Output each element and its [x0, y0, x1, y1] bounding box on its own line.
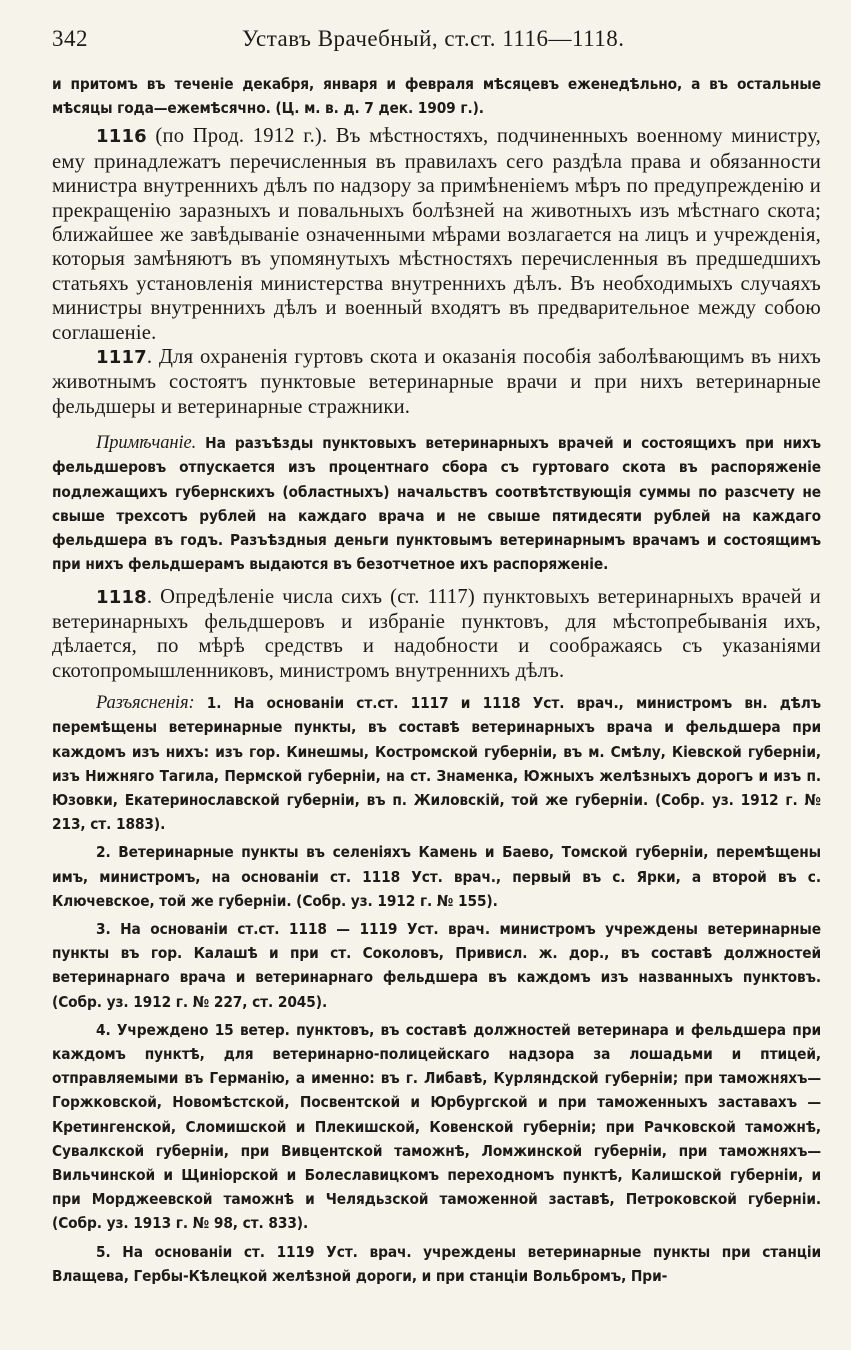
article-number: 1116 [96, 126, 147, 148]
running-title: Уставъ Врачебный, ст.ст. 1116—1118. [242, 26, 625, 51]
page-number: 342 [52, 26, 88, 51]
note-label: Примѣчаніе. [96, 433, 197, 454]
continuation-paragraph: и притомъ въ теченіе декабря, января и февраля мѣсяцевъ еженедѣльно, а въ остальные мѣсяцы года—ежемѣсячно. (Ц. м. в. д. 7 дек. 1909 г.). [52, 75, 821, 118]
page-header [52, 26, 821, 72]
explanation-3: 3. На основаніи ст.ст. 1118 — 1119 Уст. врач. министромъ учреждены ветеринарные пункты въ гор. Калашѣ и при ст. Соколовъ, Привисл. ж. дор., въ составѣ должностей ветеринарнаго врача и ветеринарнаго фельдшера въ каждомъ изъ названныхъ пунктовъ. (Собр. уз. 1912 г. № 227, ст. 2045). [52, 919, 821, 1011]
article-1118: 1118. Опредѣленіе числа сихъ (ст. 1117) пунктовыхъ ветеринарныхъ врачей и ветеринарныхъ фельдшеровъ и избраніе пунктовъ, для мѣстопребыванія ихъ, дѣлается, по мѣрѣ средствъ и надобности и соображаясь съ указаніями скотопромышленниковъ, министромъ внутреннихъ дѣлъ. [52, 585, 821, 682]
note-paragraph: Примѣчаніе. На разъѣзды пунктовыхъ ветеринарныхъ врачей и состоящихъ при нихъ фельдшеровъ отпускается изъ процентнаго сбора съ гуртоваго скота въ распоряженіе подлежащихъ губернскихъ (областныхъ) начальствъ соотвѣтствующія суммы по разсчету не свыше трехсотъ рублей на каждаго врача и не свыше пятидесяти рублей на каждаго фельдшера въ годъ. Разъѣздныя деньги пунктовымъ ветеринарнымъ врачамъ и состоящимъ при нихъ фельдшерамъ выдаются въ безотчетное ихъ распоряженіе. [52, 433, 821, 574]
explanations-label: Разъясненія: [96, 693, 195, 714]
article-number: 1118 [96, 586, 147, 608]
article-number: 1117 [96, 347, 147, 369]
article-1117: 1117. Для охраненія гуртовъ скота и оказанія пособія заболѣвающимъ въ нихъ животнымъ состоятъ пунктовые ветеринарные врачи и при нихъ ветеринарные фельдшеры и ветеринарные стражники. [52, 346, 821, 418]
article-1116: 1116 (по Прод. 1912 г.). Въ мѣстностяхъ, подчиненныхъ военному министру, ему принадлежатъ перечисленныя въ правилахъ сего раздѣла права и обязанности министра внутреннихъ дѣлъ по надзору за примѣненіемъ мѣръ по предупрежденію и прекращенію заразныхъ и повальныхъ болѣзней на животныхъ изъ мѣстнаго скота; ближайшее же завѣдываніе означенными мѣрами возлагается на лицъ и учрежденія, которыя замѣняютъ въ упомянутыхъ мѣстностяхъ перечисленныя въ предшедшихъ статьяхъ установленія министерства внутреннихъ дѣлъ. Въ необходимыхъ случаяхъ министры внутреннихъ дѣлъ и военный входятъ въ предварительное между собою соглашеніе. [52, 125, 821, 344]
explanation-4: 4. Учреждено 15 ветер. пунктовъ, въ составѣ должностей ветеринара и фельдшера при каждомъ пунктѣ, для ветеринарно-полицейскаго надзора за лошадьми и птицей, отправляемыми въ Германію, а именно: въ г. Либавѣ, Курляндской губерніи; при таможняхъ—Горжковской, Новомѣстской, Посвентской и Юрбургской и при таможенныхъ заставахъ — Кретингенской, Сломишской и Плекишской, Ковенской губерніи; при Рачковской таможнѣ, Сувалкской губерніи, при Вивцентской таможнѣ, Ломжинской губерніи, при таможняхъ—Вильчинской и Щиніорской и Болеславицкомъ переходномъ пунктѣ, Калишской губерніи, и при Морджеевской таможнѣ и Челядьзской таможенной заставѣ, Петроковской губерніи. (Собр. уз. 1913 г. № 98, ст. 833). [52, 1020, 821, 1233]
explanation-1: Разъясненія: 1. На основаніи ст.ст. 1117 и 1118 Уст. врач., министромъ вн. дѣлъ перемѣщены ветеринарные пункты, въ составѣ ветеринарныхъ врача и фельдшера при каждомъ изъ нихъ: изъ гор. Кинешмы, Костромской губерніи, въ м. Смѣлу, Кіевской губерніи, изъ Нижняго Тагила, Пермской губерніи, на ст. Знаменка, Южныхъ желѣзныхъ дорогъ и изъ п. Юзовки, Екатеринославской губерніи, въ п. Жиловскій, той же губерніи. (Собр. уз. 1912 г. № 213, ст. 1883). [52, 693, 821, 834]
explanation-2: 2. Ветеринарные пункты въ селеніяхъ Камень и Баево, Томской губерніи, перемѣщены имъ, министромъ, на основаніи ст. 1118 Уст. врач., первый въ с. Ярки, а второй въ с. Ключевское, той же губерніи. (Собр. уз. 1912 г. № 155). [52, 843, 821, 910]
explanation-5: 5. На основаніи ст. 1119 Уст. врач. учреждены ветеринарные пункты при станціи Влащева, Гербы-Кѣлецкой желѣзной дороги, и при станціи Вольбромъ, При- [52, 1242, 821, 1285]
